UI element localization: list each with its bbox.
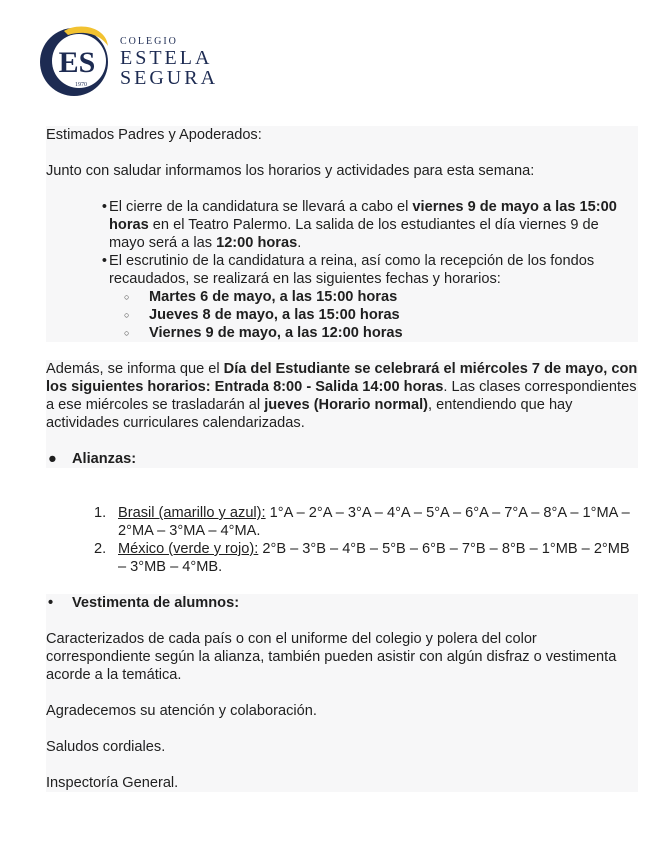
attire-heading: • Vestimenta de alumnos: (48, 595, 240, 611)
list-item-scrutiny: • El escrutinio de la candidatura a reina, así como la recepción de los fondos recaudados, se realizará en las siguientes fechas y horarios: (86, 252, 638, 288)
alliances-heading: ● Alianzas: (46, 450, 638, 468)
logo-year: 1970 (75, 82, 87, 88)
list-item-closing: • El cierre de la candidatura se llevará a cabo el viernes 9 de mayo a las 15:00 horas en el Teatro Palermo. La salida de los estudiantes el día viernes 9 de mayo será a las 12:00 horas. (86, 198, 638, 252)
regards-text: Saludos cordiales. (46, 739, 166, 755)
logo-name-line-1: ESTELA (120, 47, 213, 69)
greeting: Estimados Padres y Apoderados: (46, 127, 262, 143)
student-day-paragraph: Además, se informa que el Día del Estudiante se celebrará el miércoles 7 de mayo, con los siguientes horarios: Entrada 8:00 - Salida 14:00 horas. Las clases correspondientes a ese miércoles se trasladarán al jueves (Horario normal), entendiendo que hay actividades curriculares calendarizadas. (46, 361, 638, 431)
letter-body (46, 126, 638, 792)
list-item-date: ○ Jueves 8 de mayo, a las 15:00 horas (124, 306, 638, 324)
school-logo (38, 24, 238, 100)
logo-monogram: ES (58, 46, 96, 79)
thanks-text: Agradecemos su atención y colaboración. (46, 703, 317, 719)
letter-block-closing (46, 594, 638, 792)
list-item-alliance: 1. Brasil (amarillo y azul): 1°A – 2°A – 3°A – 4°A – 5°A – 6°A – 7°A – 8°A – 1°MA – 2°MA – 3°MA – 4°MA. (94, 505, 630, 539)
logo-name-line-2: SEGURA (120, 67, 219, 89)
list-item-date: ○ Martes 6 de mayo, a las 15:00 horas (124, 288, 638, 306)
school-emblem (38, 24, 124, 100)
logo-prefix: COLEGIO (120, 36, 178, 47)
alliances-list (46, 504, 638, 576)
letter-block-announcements (46, 126, 638, 342)
list-item-date: ○ Viernes 9 de mayo, a las 12:00 horas (124, 324, 638, 342)
intro-text: Junto con saludar informamos los horarios y actividades para esta semana: (46, 163, 535, 179)
list-item-alliance: 2. México (verde y rojo): 2°B – 3°B – 4°B – 5°B – 6°B – 7°B – 8°B – 1°MB – 2°MB – 3°MB – 4°MB. (94, 541, 630, 575)
signature: Inspectoría General. (46, 775, 179, 791)
attire-text: Caracterizados de cada país o con el uniforme del colegio y polera del color correspondiente según la alianza, también pueden asistir con algún disfraz o vestimenta acorde a la temática. (46, 631, 617, 683)
logo-wordmark (120, 36, 218, 88)
dates-list (46, 288, 638, 342)
announcement-list (46, 198, 638, 288)
